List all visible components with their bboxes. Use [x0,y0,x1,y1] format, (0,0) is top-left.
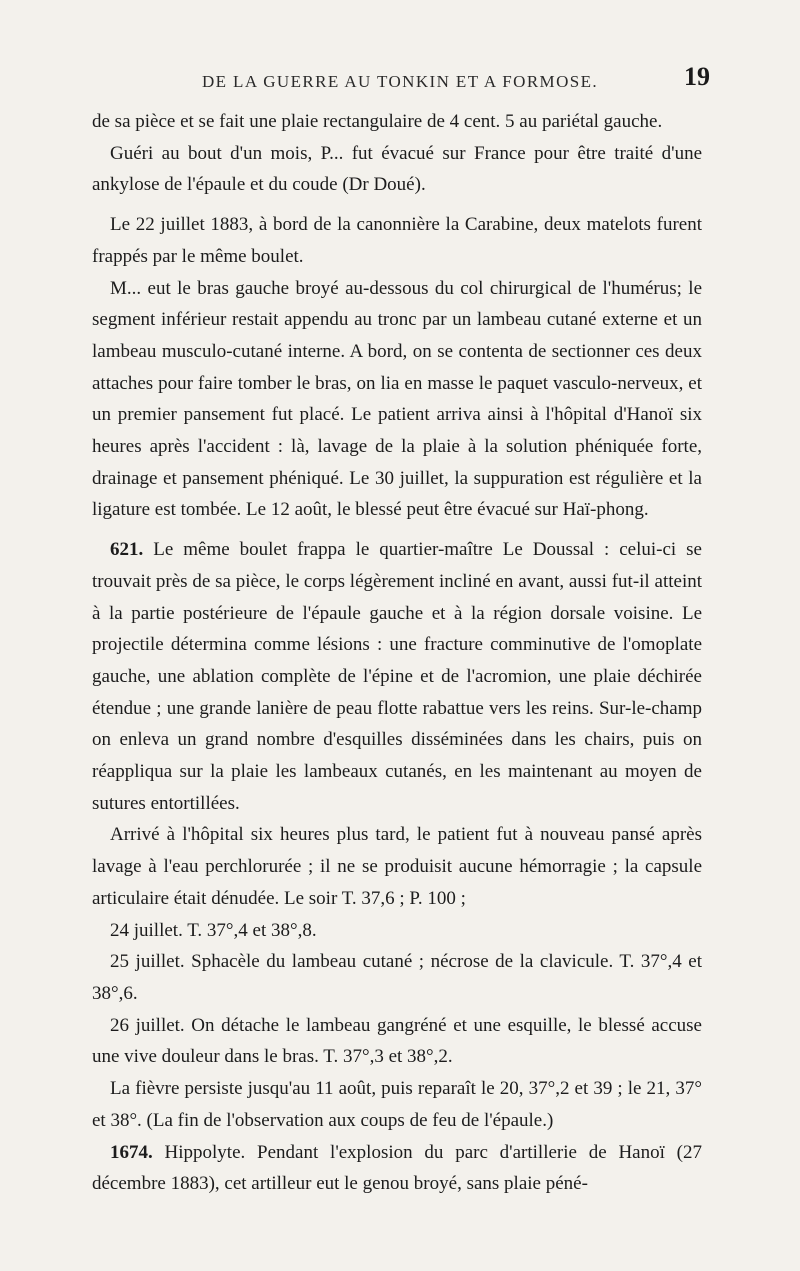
paragraph-text: 25 juillet. Sphacèle du lambeau cutané ; nécrose de la clavicule. T. 37°,4 et 38°,6. [92,951,702,1004]
running-header [90,62,710,96]
paragraph [92,1073,702,1136]
paragraph [92,819,702,914]
paragraph-text: M... eut le bras gauche broyé au-dessous du col chirurgical de l'humérus; le segment inférieur restait appendu au tronc par un lambeau cutané externe et un lambeau musculo-cutané interne. A bord, on se contenta de sectionner ces deux attaches pour faire tomber le bras, on lia en masse le paquet vasculo-nerveux, et un premier pansement fut placé. Le patient arriva ainsi à l'hôpital d'Hanoï six heures après l'accident : là, lavage de la plaie à la solution phéniquée forte, drainage et pansement phéniqué. Le 30 juillet, la suppuration est régulière et la ligature est tombée. Le 12 août, le blessé peut être évacué sur Haï-phong. [92,277,702,521]
observation-number: 621. [110,539,144,561]
page-number: 19 [684,62,710,91]
observation-number: 1674. [110,1141,153,1163]
paragraph [92,915,702,947]
paragraph [92,534,702,819]
paragraph [92,273,702,527]
paragraph [92,209,702,272]
paragraph-text: de sa pièce et se fait une plaie rectangulaire de 4 cent. 5 au pariétal gauche. [92,111,663,132]
paragraph [92,138,702,201]
paragraph-text: Arrivé à l'hôpital six heures plus tard, le patient fut à nouveau pansé après lavage à l'eau perchlorurée ; il ne se produisit aucune hémorragie ; la capsule articulaire était dénudée. Le soir T. 37,6 ; P. 100 ; [92,824,702,909]
paragraph-text: La fièvre persiste jusqu'au 11 août, puis reparaît le 20, 37°,2 et 39 ; le 21, 37° et 38°. (La fin de l'observation aux coups de feu de l'épaule.) [92,1078,702,1131]
paragraph [92,1137,702,1200]
paragraph-text: Le 22 juillet 1883, à bord de la canonnière la Carabine, deux matelots furent frappés par le même boulet. [92,214,702,267]
paragraph-text: Le même boulet frappa le quartier-maître Le Doussal : celui-ci se trouvait près de sa pièce, le corps légèrement incliné en avant, aussi fut-il atteint à la partie postérieure de l'épaule gauche et à la région dorsale voisine. Le projectile détermina comme lésions : une fracture comminutive de l'omoplate gauche, une ablation complète de l'épine et de l'acromion, une plaie déchirée étendue ; une grande lanière de peau flotte rabattue vers les reins. Sur-le-champ on enleva un grand nombre d'esquilles disséminées dans les chairs, puis on réappliqua sur la plaie les lambeaux cutanés, en les maintenant au moyen de sutures entortillées. [92,539,702,814]
running-title: DE LA GUERRE AU TONKIN ET A FORMOSE. [201,72,599,91]
paragraph-text: Guéri au bout d'un mois, P... fut évacué sur France pour être traité d'une ankylose de l'épaule et du coude (Dr Doué). [92,142,702,196]
paragraph-text: 26 juillet. On détache le lambeau gangréné et une esquille, le blessé accuse une vive douleur dans le bras. T. 37°,3 et 38°,2. [92,1014,702,1068]
paragraph-text: Hippolyte. Pendant l'explosion du parc d'artillerie de Hanoï (27 décembre 1883), cet artilleur eut le genou broyé, sans plaie péné- [92,1141,702,1195]
paragraph-text: 24 juillet. T. 37°,4 et 38°,8. [110,919,317,941]
body-text [92,106,702,1200]
paragraph [92,946,702,1009]
paragraph [92,106,702,138]
paragraph [92,1010,702,1073]
